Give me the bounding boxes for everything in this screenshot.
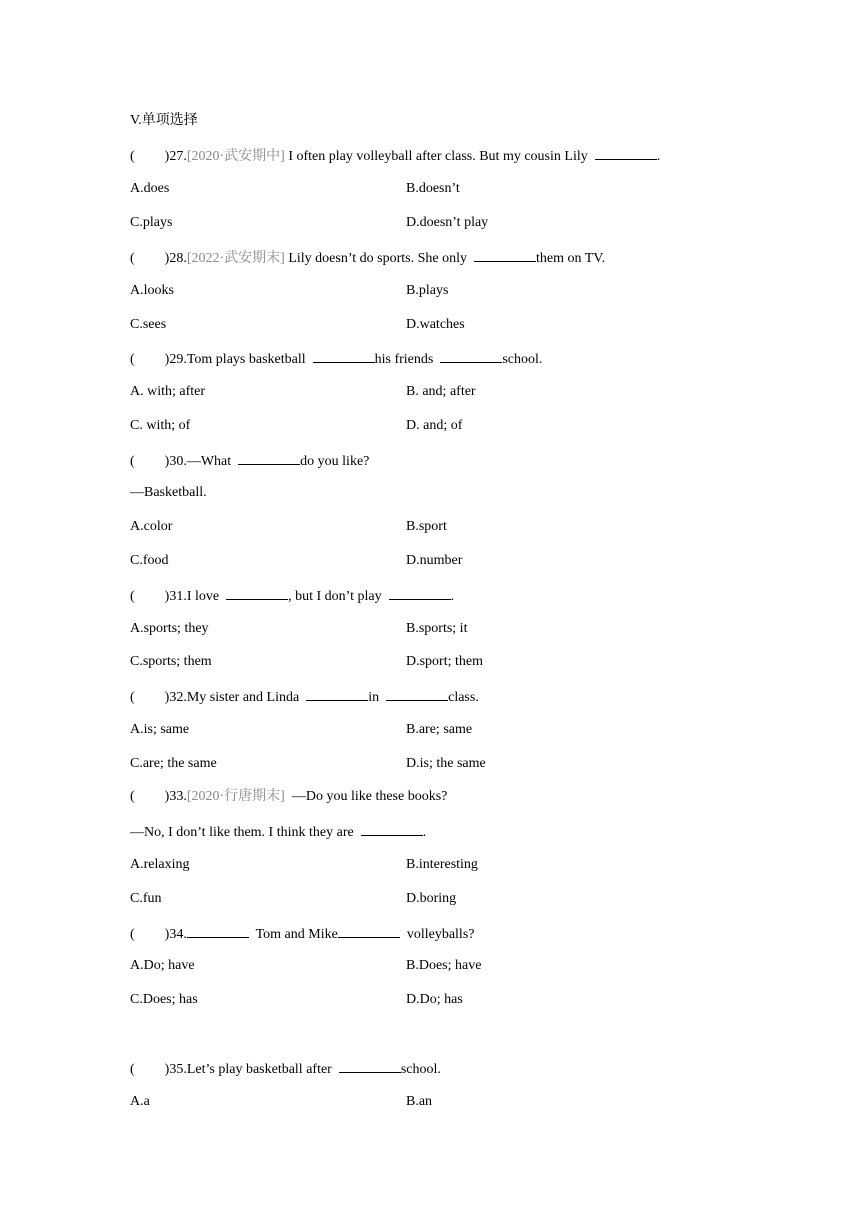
answer-paren-close: ) [164,251,170,266]
option-a: A.Do; have [130,958,195,973]
question-number: 34. [169,927,187,942]
answer-blank [595,147,657,160]
answer-blank [226,587,288,600]
question-30 [130,452,369,470]
question-stem: do you like? [300,454,370,469]
answer-paren-open: ( [130,690,135,705]
option-c: C.food [130,553,169,568]
option-b: B. and; after [406,384,476,399]
option-a: A.color [130,519,173,534]
question-29 [130,350,542,368]
question-stem: in [368,690,383,705]
question-stem: class. [448,690,479,705]
answer-paren-open: ( [130,789,135,804]
question-stem: I love [186,589,223,604]
answer-text: . [422,825,427,840]
question-number: 30. [169,454,187,469]
answer-paren-close: ) [164,589,170,604]
answer-paren-close: ) [164,454,170,469]
answer-paren-close: ) [164,927,170,942]
answer-blank [338,925,400,938]
question-number: 32. [169,690,187,705]
question-stem: school. [400,1062,441,1077]
option-c: C.Does; has [130,992,198,1007]
question-34 [130,925,474,943]
answer-paren-close: ) [164,1062,170,1077]
question-number: 29. [169,352,187,367]
option-c: C.are; the same [130,756,217,771]
option-b: B.an [406,1094,433,1109]
question-stem: Lily doesn’t do sports. She only [284,251,471,266]
option-d: D.watches [406,317,465,332]
option-c: C.sees [130,317,167,332]
option-d: D.boring [406,891,457,906]
question-31 [130,587,454,605]
option-d: D. and; of [406,418,463,433]
dialogue-answer-line [130,823,426,841]
question-number: 33. [169,789,187,804]
answer-blank [389,587,451,600]
answer-blank [306,688,368,701]
question-stem: My sister and Linda [186,690,303,705]
answer-paren-open: ( [130,927,135,942]
answer-text: —No, I don’t like them. I think they are [130,825,358,840]
question-stem: . [656,149,661,164]
question-stem: I often play volleyball after class. But my cousin Lily [284,149,592,164]
question-stem: volleyballs? [399,927,475,942]
option-d: D.doesn’t play [406,215,489,230]
dialogue-answer-line: —Basketball. [130,485,207,500]
option-d: D.is; the same [406,756,486,771]
answer-blank [474,249,536,262]
option-c: C. with; of [130,418,191,433]
answer-blank [440,350,502,363]
answer-paren-close: ) [164,690,170,705]
answer-paren-open: ( [130,589,135,604]
question-stem: Tom plays basketball [186,352,310,367]
question-35 [130,1060,441,1078]
option-a: A.relaxing [130,857,190,872]
question-stem: —What [186,454,235,469]
option-a: A.a [130,1094,150,1109]
option-b: B.doesn’t [406,181,460,196]
option-c: C.sports; them [130,654,212,669]
question-28 [130,249,605,267]
option-c: C.fun [130,891,162,906]
question-stem: Let’s play basketball after [186,1062,336,1077]
question-stem: . [450,589,455,604]
option-d: D.number [406,553,463,568]
option-a: A.sports; they [130,621,209,636]
question-source: [2022·武安期末] [186,251,285,266]
answer-paren-open: ( [130,149,135,164]
question-32 [130,688,479,706]
answer-paren-open: ( [130,1062,135,1077]
question-33 [130,789,447,805]
option-b: B.are; same [406,722,473,737]
option-d: D.Do; has [406,992,463,1007]
question-stem: Tom and Mike [248,927,338,942]
answer-blank [386,688,448,701]
question-number: 35. [169,1062,187,1077]
option-b: B.plays [406,283,449,298]
answer-paren-close: ) [164,789,170,804]
question-number: 31. [169,589,187,604]
question-number: 27. [169,149,187,164]
option-a: A.is; same [130,722,190,737]
option-b: B.sports; it [406,621,468,636]
answer-paren-close: ) [164,149,170,164]
option-a: A.looks [130,283,174,298]
option-d: D.sport; them [406,654,483,669]
answer-blank [339,1060,401,1073]
answer-blank [238,452,300,465]
answer-paren-open: ( [130,454,135,469]
question-stem: school. [502,352,543,367]
question-source: [2020·武安期中] [186,149,285,164]
option-b: B.interesting [406,857,478,872]
option-b: B.sport [406,519,447,534]
question-27 [130,147,660,165]
answer-paren-open: ( [130,251,135,266]
section-title: V.单项选择 [130,113,198,128]
answer-paren-open: ( [130,352,135,367]
question-stem: his friends [374,352,437,367]
answer-blank [313,350,375,363]
option-a: A.does [130,181,170,196]
option-c: C.plays [130,215,173,230]
option-a: A. with; after [130,384,206,399]
answer-blank [187,925,249,938]
option-b: B.Does; have [406,958,482,973]
answer-blank [361,823,423,836]
question-stem: them on TV. [535,251,606,266]
question-stem: —Do you like these books? [284,789,448,804]
question-stem: , but I don’t play [288,589,386,604]
question-source: [2020·行唐期末] [186,789,285,804]
answer-paren-close: ) [164,352,170,367]
question-number: 28. [169,251,187,266]
